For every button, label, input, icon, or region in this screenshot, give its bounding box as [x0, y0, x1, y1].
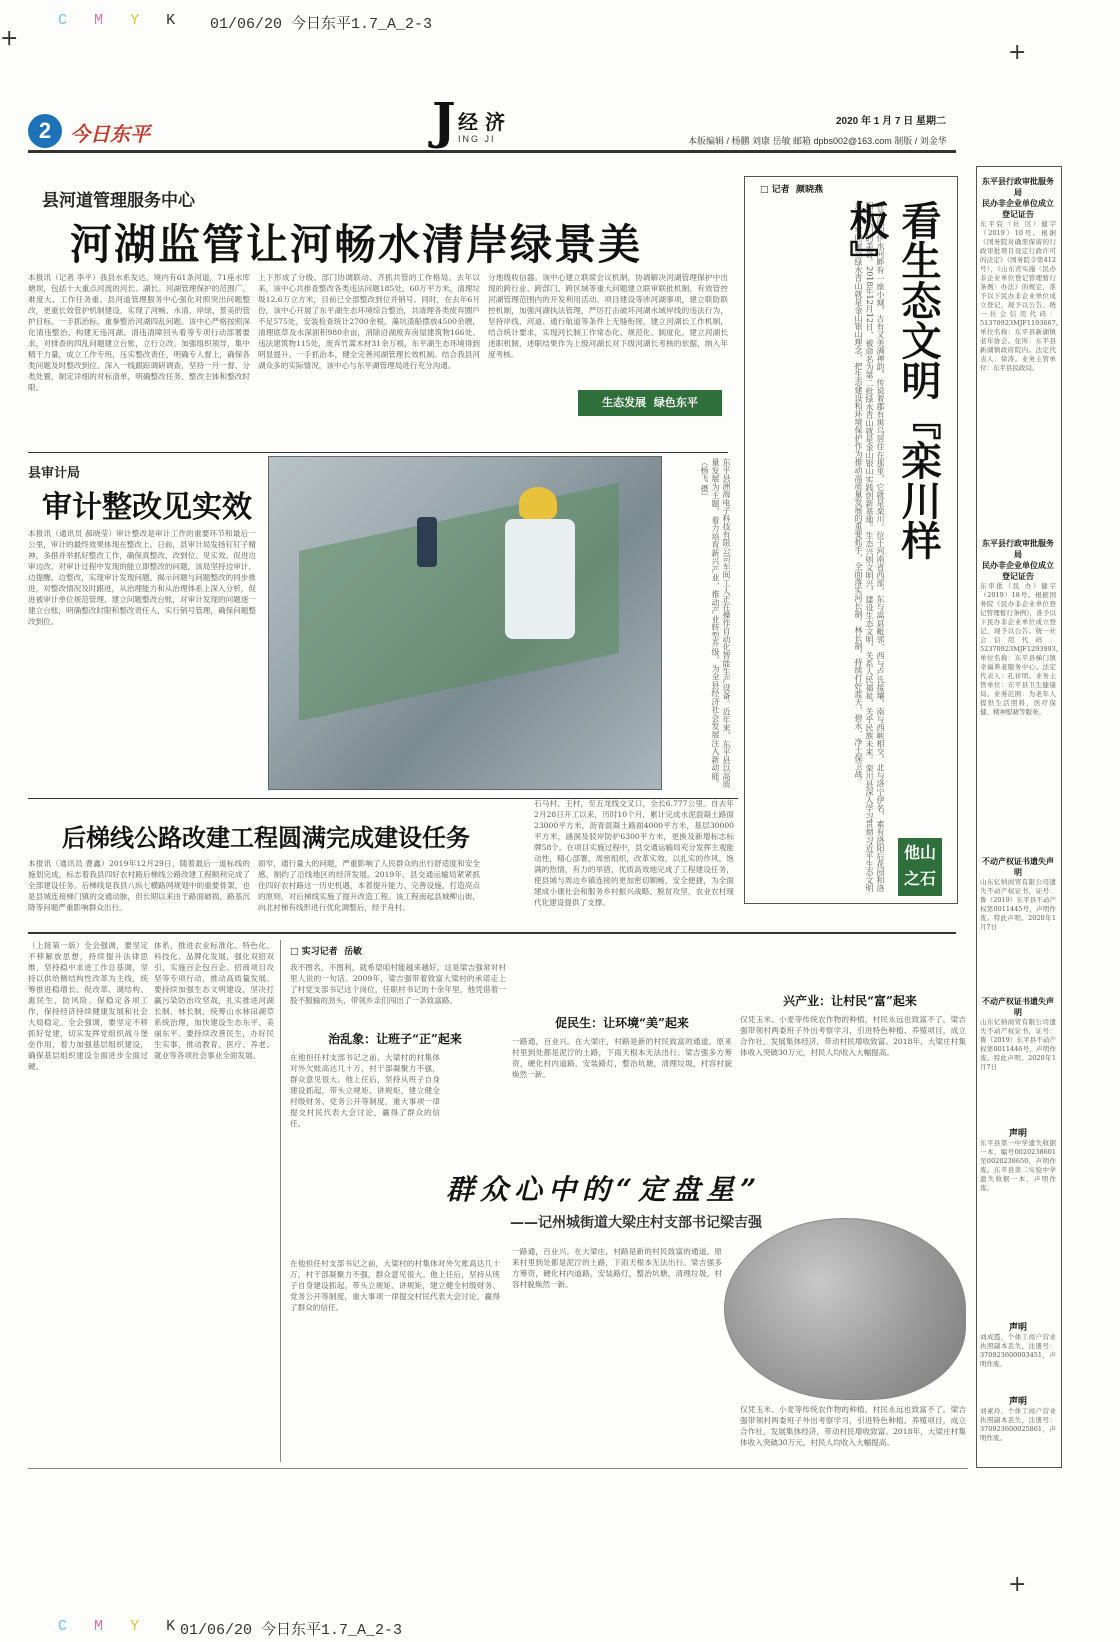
- article-body-column: 分地级收信器。该中心建立联席会议机制，协调解决河湖管理保护中出现的跨行业、跨部门、跨区域等重大问题建立联审联批机制，有效管控河湖管理范围内的开发利用活动。项目建设等涉河湖事项，建立联防联控机制，加强河湖执法管理，严厉打击破坏河湖水域岸线的违法行为，坚持岸线、河道、通行航道等条件上无缝衔接。建立河湖长工作机制，结合统计要求，实现河长制工作常态化、规范化、制度化。建立河湖长述职机制，述职结果作为上级河湖长对下级河湖长考核的依据，纳入年度考核。: [488, 273, 728, 359]
- article-body-column: 石马村、王村，至五龙线交叉口，全长6.777公里。自去年2月28日开工以来，历时10个月，累计完成水泥混凝土路面23000平方米，沥青混凝土路面4000平方米，基层30000平方米，涵洞及驳岸防护6300平方米，更换及新增标志标牌58个。在项目实施过程中，县交通运输局充分发挥主观能动性，精心部署，周密组织，改革实效，以扎实的作风，饱满的热情，有力的举措，优质高效地完成了工程建设任务，使县城与周边乡镇连接的更加密切顺畅，安全便捷，为全面建成小康社会和服务乡村振兴战略、脱贫攻坚、农业农村现代化建设提供了支撑。: [534, 799, 734, 907]
- seal-badge: 他山之石: [898, 838, 942, 896]
- article-body: 本报讯（通讯员 郝晓莹）审计整改是审计工作的重要环节和最后一公里，审计的最终效果体现在整改上。日前，县审计局发扬钉钉子精神，多措并举抓好整改工作，确保真整改、改到位、见实效。促进边审边改。对审计过程中发现的能立即整改的问题，该局坚持边审计、边提醒、边整改，实现审计发现问题、揭示问题与问题整改的同步推进，对整改情况及时跟进，从治理能力和从治理体系上深入分析，促进被审计单位规范管理。建立问题整改台账，对审计发现的问题逐一建立台账，明确整改时限和整改责任人，实行销号管理，确保问题整改到位。: [28, 529, 256, 626]
- page-number-badge: 2: [28, 114, 62, 148]
- cmyk-mark: C M Y K: [58, 12, 176, 29]
- feature-body: 在他担任村支部书记之前，大梁村的村集体对外欠账高达几十万，村干部凝聚力不强，群众意见很大。他上任后，坚持从班子自身建设抓起，带头立规矩、讲规矩，建立健全村级财务、党务公开等制度，重大事项一律提交村民代表大会讨论，赢得了群众的信任。: [290, 1259, 500, 1312]
- feature-body: 仅凭玉米、小麦等传统农作物的种植，村民永远也致富不了。梁吉强带领村两委班子外出考察学习，引进特色种植、养殖项目，成立合作社，发展集体经济，带动村民增收致富。2018年，大梁庄村集体收入突破30万元，村民人均收入大幅提高。: [740, 1015, 966, 1057]
- notice-block: 东平县行政审批服务局 民办非企业单位成立登记证告 东审批（民 办）健字（2019）18号。根据国务院《民办非企业单位登记管理暂行条例》，准予以下民办非企业单位成立登记，现予以公告。统一社会信用代码：52370923MJF1293993。单位名称：东平县梯门镇幸福养老服务中心。法定代表人：孔祥明。业务主管单位：东平县卫生健康局。业务范围：为老年人提供生活照料、医疗保健、精神慰藉等服务。: [980, 538, 1063, 716]
- feature-body: 一路通，百业兴。在大梁庄，村路是新的村民致富的通道。原来村里到处都是泥泞的土路，下雨天根本无法出行。梁吉强多方筹资，硬化村内道路，安装路灯，整治坑塘，清理垃圾，村容村貌焕然一新。: [512, 1037, 732, 1079]
- registration-mark-icon: +: [1008, 40, 1027, 65]
- section-letter: J: [432, 91, 456, 150]
- column-divider: [280, 940, 281, 1462]
- section-divider: [28, 452, 728, 453]
- continuation-column: 体系，推进农业标准化、特色化、科技化、品牌化发展，强化双招双引，实施百企包百企、招商项目攻坚等专项行动，推动高质量发展。要持续加强生态文明建设，坚决打赢污染防治攻坚战，扎实推进河湖长制、林长制，统筹山水林田湖草系统治理，加快建设生态东平、美丽东平。要持续改善民生，办好民生实事，推动教育、医疗、养老、就业等各项社会事业全面发展。: [154, 941, 274, 1060]
- feature-subheadline: ——记州城街道大梁庄村支部书记梁吉强: [510, 1215, 762, 1231]
- notice-block: 声明 刘素玲，个体工商户营业执照副本丢失，注册号：370923600025861，声明作废。: [980, 1397, 1056, 1442]
- editor-credits: 本版编辑 / 杨鹏 刘康 岳敏 邮箱 dpbs002@163.com 制版 / 刘金华: [688, 136, 947, 146]
- article-kicker: 县审计局: [28, 466, 81, 481]
- registration-mark-icon: +: [0, 26, 19, 51]
- editorial-body: 在美丽的伊水河畔有一座小城，古有又美满神韵，传说着郡有寓乌居住在那里，它就是栾川。位于河南省西部，东与嵩县毗邻，西与卢氏接壤，南与西峡相交，北与洛宁伊名，素有洛阳后花园和洛阳南大门的美誉。2018年12月12日，被命名为第二批绿水青山就是金山银山实践创新基地。生态兴则文明兴，建设生态文明，关系人民福祉，关乎民族未来。栾川县深入学习贯彻习近平生态文明思想，牢固树立绿水青山就是金山银山理念，把生态建设和环境保护作为推动高质量发展的重要抓手，全面落实河长制、林长制，持续打好蓝天、碧水、净土保卫战。: [854, 202, 885, 892]
- feature-byline: □ 实习记者 岳敏: [290, 947, 362, 957]
- article-body-column: 本报讯（记者 李平）我县水系发达，境内有61条河道，71座水库塘坝，包括十大重点河流的河长、湖长。河湖管理保护的范围广、难度大、工作任务重。县河道管理服务中心强化对照突出问题整改，更重长效管护机制建设，实现了河畅、水清、岸绿、景美的管护目标。一手抓治标，重拳整治河湖四乱问题。该中心严格按照深化清违整治、构建无违河湖、清违清障回头看等专项行动部署要求，对排查的四乱问题建立台账，立行立改。加强组织领导，集中精干力量，成立工作专班，压实整改责任，明确专人督上，确保各类问题及时整改到位。深入一线跟踪调研调查，坚持一月一督、分类处置，制定详细的对标清单，明确整改任务、整改主体和整改时限。: [28, 273, 250, 392]
- feature-subhead: 兴产业：让村民“富”起来: [783, 994, 917, 1008]
- factory-photo: [268, 456, 662, 790]
- feature-lead: 我不图名，不图利，就希望咱村能越来越好。这是梁吉强常对村里人说的一句话。2009年，梁吉强带着致富大梁村的承诺走上了村党支部书记这个岗位，任职村书记的十余年里，他凭借着一股不服输的劲头，带领乡亲们闯出了一条致富路。: [290, 963, 506, 1005]
- registration-mark-icon: +: [1008, 1572, 1027, 1597]
- article-body-column: 本报讯（通讯员 曹鑫）2019年12月29日，随着最后一道标线的施划完成，标志着我县四好农村路后梯线公路改建工程顺利完成了全部建设任务。后梯线是我县八纵七横路网规划中的重要骨架，也是县城连接梯门镇的交通动脉，但长期以来由于路面破损、路基沉降等问题严重影响群众出行。: [28, 859, 250, 912]
- article-headline: 后梯线公路改建工程圆满完成建设任务: [62, 823, 470, 852]
- section-divider: [28, 932, 956, 934]
- issue-date: 2020 年 1 月 7 日 星期二: [836, 116, 947, 127]
- editorial-byline: □ 记者 颜晓燕: [760, 185, 823, 195]
- notice-block: 东平县行政审批服务局 民办非企业单位成立登记证告 东平宸（社 区）健字（2019）10号。根据《国务院对确需保留的行政审批项目设定行政许可的决定》（国务院令第412号），《山东省实施〈民办非企业单位登记管理暂行条例〉办法》的规定，准予以下民办非企业单位成立登记，现予以公告。统一社会信用代码：51370923MJF1193667。单位名称：东平县新湖镇老年协会。住所：东平县新湖镇政府院内。法定代表人：徐涛。业务主管单位：东平县民政局。: [980, 176, 1063, 372]
- feature-body: 仅凭玉米、小麦等传统农作物的种植，村民永远也致富不了。梁吉强带领村两委班子外出考察学习，引进特色种植、养殖项目，成立合作社，发展集体经济，带动村民增收致富。2018年，大梁庄村集体收入突破30万元，村民人均收入大幅提高。: [740, 1405, 966, 1447]
- article-body-column: 上下形成了分级、部门协调联动、齐抓共管的工作格局。去年以来，该中心共排查整改各类违法问题185处、60万平方米，清理垃圾12.6万立方米，目前已全部整改到位并销号。同时，在去年6月份，该中心开展了东平湖生态环境综合整治，共清理各类废弃圈戶不足575处，安装检查统计2700余根，藻坑渣船摆放4500余艘，清理底草及水深面积980余亩，消除沿湖废弃房屋建筑物166处、违法建筑物115处，废弃竹蒿木材31余万根，东平湖生态环境得到明显提升。一手抓治本，健全完善河湖管理长效机制。结合我县河湖众多的实际情况，该中心与东平湖管理局进行充分沟通。: [258, 273, 480, 370]
- masthead-rule: [28, 150, 956, 153]
- feature-subhead: 促民生：让环境“美”起来: [555, 1016, 689, 1030]
- article-headline: 审计整改见实效: [42, 490, 252, 525]
- paper-logo: 今日东平: [70, 124, 150, 146]
- banner-slogan: 生态发展 绿色东平: [578, 390, 722, 416]
- notice-block: 不动产权证书遗失声明 山东亿纳商贸有限公司遗失不动产权证书，证号：鲁（2019）东平县不动产权第0011445号，声明作废。特此声明。2020年1月7日: [980, 856, 1056, 931]
- notice-block: 不动产权证书遗失声明 山东亿纳商贸有限公司遗失不动产权证书，证号：鲁（2019）东平县不动产权第0011446号，声明作废。特此声明。2020年1月7日: [980, 996, 1056, 1071]
- article-body-column: 面窄，通行量大的问题，严重影响了人民群众的出行舒适度和安全感，制约了沿线地区的经济发展。2019年，县交通运输局紧紧抓住四好农村路这一历史机遇，本着提升能力、完善设施、打造亮点的原则，对后梯线实施了提升改造工程。该工程南起县城柳山街，向北衬梯有线形进行优化调整后，经于舟村。: [258, 859, 480, 912]
- feature-subhead: 治乱象：让班子“正”起来: [328, 1032, 462, 1046]
- article-headline: 河湖监管让河畅水清岸绿景美: [70, 220, 643, 269]
- page-bottom-rule: [28, 1468, 968, 1469]
- section-title: 经 济: [458, 110, 505, 134]
- photo-caption: 东平县洲海电子科技有限公司车间工人正在操作自动化智能生产设备。近年来，东平县以高质量发展为主题，着力培育新兴产业，推动产业转型升级，为全县经济社会发展注入新动能。（杨飞 摄）: [700, 458, 731, 788]
- feature-body: 在他担任村支部书记之前，大梁村的村集体对外欠账高达几十万，村干部凝聚力不强，群众意见很大。他上任后，坚持从班子自身建设抓起，带头立规矩、讲规矩，建立健全村级财务、党务公开等制度，重大事项一律提交村民代表大会讨论，赢得了群众的信任。: [290, 1053, 440, 1128]
- cmyk-mark: C M Y K: [58, 1618, 176, 1635]
- continuation-column: （上接第一版）全会强调，要坚定不移解放思想，持续提升法律思维，坚持稳中求进工作总基调，坚持以供给侧结构性改革为主线，统筹推进稳增长、促改革、调结构、惠民生、防风险、保稳定各项工作，保持经济持续健康发展和社会大局稳定。全会强调，要坚定不移抓好党建，切实发挥党组织战斗堡垒作用，着力加强基层组织建设，确保基层组织建设全面进步全面过硬。: [28, 941, 148, 1071]
- editorial-title: 看生态文明『栾川样板』: [843, 200, 942, 560]
- article-kicker: 县河道管理服务中心: [42, 191, 195, 211]
- section-pinyin: ING JI: [458, 134, 496, 144]
- notice-block: 声明 刘成霞，个体工商户营业执照副本丢失，注册号：370923600003451，声明作废。: [980, 1323, 1056, 1368]
- portrait-photo: [724, 1218, 966, 1400]
- notice-block: 声明 东平县第一中学遗失收据一本，编号0020238601至0020238650，声明作废。东平县第二实验中学遗失收据一本，声明作废。: [980, 1129, 1056, 1192]
- feature-body: 一路通，百业兴。在大梁庄，村路是新的村民致富的通道。原来村里到处都是泥泞的土路，下雨天根本无法出行。梁吉强多方筹资，硬化村内道路，安装路灯，整治坑塘，清理垃圾，村容村貌焕然一新。: [512, 1247, 722, 1289]
- feature-headline: 群众心中的“定盘星”: [446, 1173, 763, 1206]
- print-job-label: 01/06/20 今日东平1.7_A_2-3: [210, 16, 433, 33]
- print-job-label: 01/06/20 今日东平1.7_A_2-3: [180, 1622, 403, 1639]
